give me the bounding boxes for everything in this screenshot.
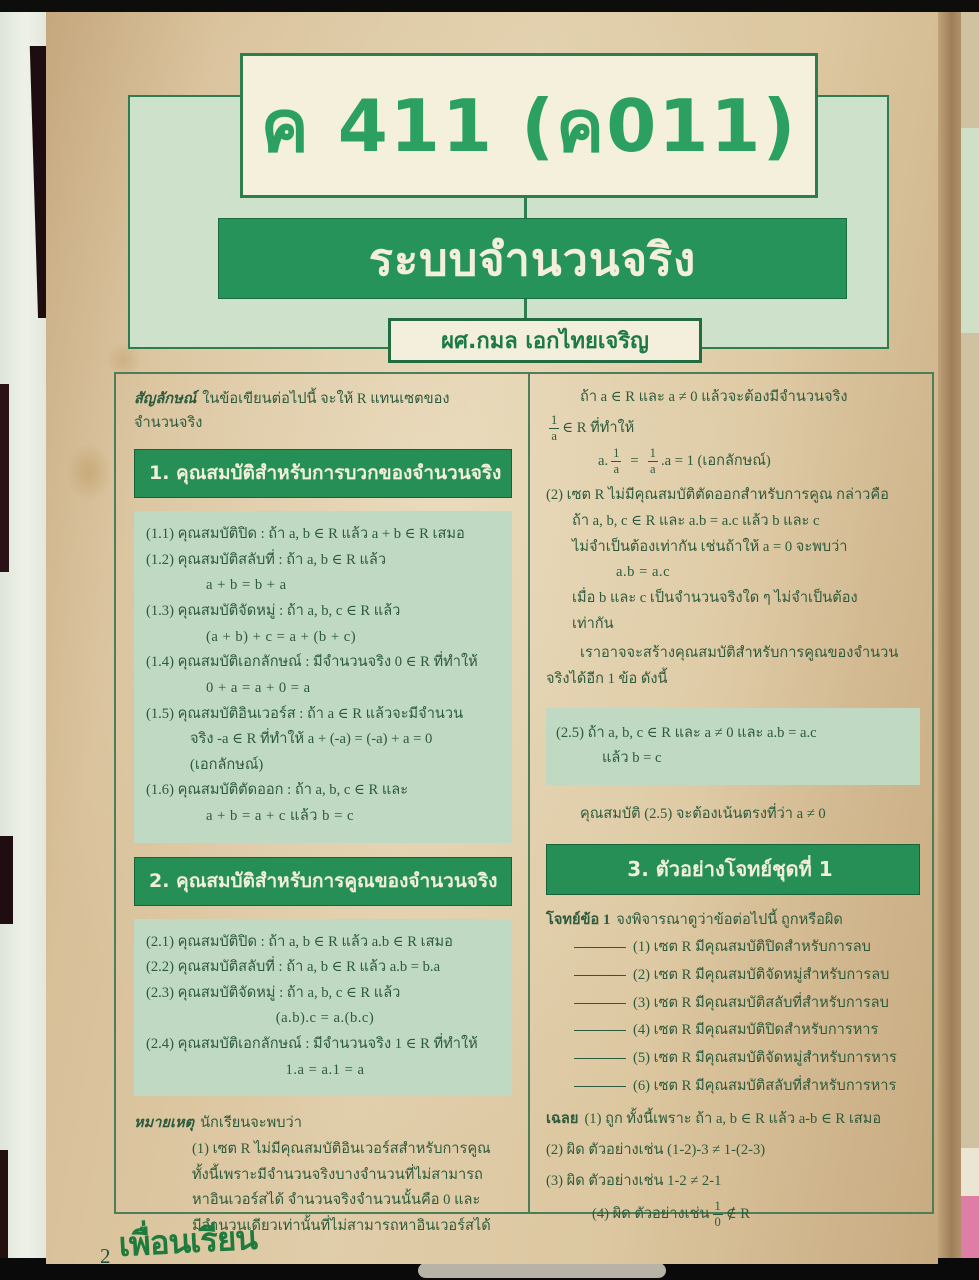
text-line: ไม่จำเป็นต้องเท่ากัน เช่นถ้าให้ a = 0 จะพบว่า — [572, 538, 848, 555]
answer-blank — [574, 1058, 626, 1059]
text-line: มีจำนวนเดียวเท่านั้นที่ไม่สามารถหาอินเวอร์สได้ — [192, 1217, 491, 1234]
exercise-item — [574, 1019, 920, 1043]
text-line: (2.3) คุณสมบัติจัดหมู่ : ถ้า a, b, c ∈ R แล้ว — [146, 984, 401, 1001]
equals-sign: = — [630, 452, 639, 469]
content-box — [114, 372, 934, 1234]
section-1-panel — [134, 511, 512, 843]
text-line: (1.1) คุณสมบัติปิด : ถ้า a, b ∈ R แล้ว a + b ∈ R เสมอ — [146, 526, 465, 543]
property-25-panel — [546, 708, 920, 785]
exercise-item-text: (5) เซต R มีคุณสมบัติจัดหมู่สำหรับการหาร — [633, 1050, 897, 1067]
formula-line: (a.b).c = a.(b.c) — [275, 1010, 375, 1027]
intro-line — [134, 388, 512, 435]
answer-line — [546, 1108, 920, 1132]
author-box — [388, 318, 702, 363]
section-3-heading-bar: 3. ตัวอย่างโจทย์ชุดที่ 1 — [546, 844, 920, 894]
text-line: ทั้งนี้เพราะมีจำนวนจริงบางจำนวนที่ไม่สามารถ — [192, 1166, 483, 1183]
note-intro: นักเรียนจะพบว่า — [200, 1115, 302, 1132]
answers-label: เฉลย — [546, 1111, 579, 1128]
adjacent-page-print — [961, 128, 979, 333]
formula-line: 0 + a = a + 0 = a — [206, 679, 311, 696]
text-line: (2) เซต R ไม่มีคุณสมบัติตัดออกสำหรับการคูณ กล่าวคือ — [546, 487, 889, 504]
identity-formula — [598, 447, 920, 476]
page-number: 2 — [100, 1244, 111, 1268]
text-line: (1.5) คุณสมบัติอินเวอร์ส : ถ้า a ∈ R แล้วจะมีจำนวน — [146, 705, 464, 722]
exercise-item-text: (3) เซต R มีคุณสมบัติสลับที่สำหรับการลบ — [633, 994, 889, 1011]
section-2-heading-bar: 2. คุณสมบัติสำหรับการคูณของจำนวนจริง — [134, 857, 512, 906]
prompt-text: จงพิจารณาดูว่าข้อต่อไปนี้ ถูกหรือผิด — [616, 911, 843, 928]
scan-shadow-blotch — [0, 1150, 8, 1258]
text-line: เท่ากัน — [572, 615, 614, 632]
answer-line: (3) ผิด ตัวอย่างเช่น 1-2 ≠ 2-1 — [546, 1172, 722, 1189]
text-line: เมื่อ b และ c เป็นจำนวนจริงใด ๆ ไม่จำเป็นต้อง — [572, 589, 858, 606]
prompt-label: โจทย์ข้อ 1 — [546, 911, 611, 928]
answers-block — [546, 1108, 920, 1229]
text-line: (2.5) ถ้า a, b, c ∈ R และ a ≠ 0 และ a.b = a.c — [556, 724, 817, 741]
fraction: $\frac{1}{a}$ — [613, 446, 620, 477]
fraction: $\frac{1}{0}$ — [714, 1199, 721, 1230]
answer-text: ∉ R — [725, 1206, 750, 1223]
author-text: ผศ.กมล เอกไทยเจริญ — [441, 329, 649, 354]
fraction: $\frac{1}{a}$ — [649, 446, 656, 477]
answer-text: (4) ผิด ตัวอย่างเช่น — [592, 1206, 710, 1223]
formula-line: a + b = a + c แล้ว b = c — [206, 808, 354, 825]
text-line: (2.4) คุณสมบัติเอกลักษณ์ : มีจำนวนจริง 1 ∈ R ที่ทำให้ — [146, 1036, 478, 1053]
exercise-item-text: (4) เซต R มีคุณสมบัติปิดสำหรับการหาร — [633, 1022, 879, 1039]
exercise-item — [574, 964, 920, 988]
formula-text: .a = 1 (เอกลักษณ์) — [660, 452, 771, 469]
section-2-panel — [134, 919, 512, 1097]
brand-logo: เพื่อนเรียน — [117, 1217, 258, 1265]
text-line: หาอินเวอร์สได้ จำนวนจริงจำนวนนั้นคือ 0 และ — [192, 1192, 481, 1209]
exercise-item-text: (1) เซต R มีคุณสมบัติปิดสำหรับการลบ — [633, 939, 871, 956]
answer-blank — [574, 1003, 626, 1004]
exercise-item-text: (2) เซต R มีคุณสมบัติจัดหมู่สำหรับการลบ — [633, 967, 890, 984]
text-line: (1.3) คุณสมบัติจัดหมู่ : ถ้า a, b, c ∈ R แล้ว — [146, 602, 401, 619]
fraction-line — [546, 414, 920, 443]
intro-label: สัญลักษณ์ — [134, 391, 197, 407]
section-1-heading-bar: 1. คุณสมบัติสำหรับการบวกของจำนวนจริง — [134, 449, 512, 498]
exercise-item — [574, 1075, 920, 1099]
left-column — [116, 374, 528, 1234]
text-line: (1.4) คุณสมบัติเอกลักษณ์ : มีจำนวนจริง 0 ∈ R ที่ทำให้ — [146, 654, 478, 671]
note-label: หมายเหตุ — [134, 1115, 195, 1132]
text-line: (2.2) คุณสมบัติสลับที่ : ถ้า a, b ∈ R แล้ว a.b = b.a — [146, 959, 441, 976]
intro-text: ในข้อเขียนต่อไปนี้ จะให้ R แทนเซตของจำนวนจริง — [134, 391, 450, 431]
exercise-item — [574, 992, 920, 1016]
text-line: ∈ R ที่ทำให้ — [562, 419, 635, 436]
exercise-item — [574, 936, 920, 960]
text-line: เราอาจจะสร้างคุณสมบัติสำหรับการคูณของจำนวน — [580, 645, 899, 662]
paper-stain — [66, 442, 112, 502]
chapter-title-box — [218, 218, 847, 299]
text-line: (1.6) คุณสมบัติตัดออก : ถ้า a, b, c ∈ R และ — [146, 782, 409, 799]
exercise-item — [574, 1047, 920, 1071]
text-line: (2.1) คุณสมบัติปิด : ถ้า a, b ∈ R แล้ว a.b ∈ R เสมอ — [146, 933, 453, 950]
answer-blank — [574, 1030, 626, 1031]
text-line: (1) เซต R ไม่มีคุณสมบัติอินเวอร์สสำหรับการคูณ — [192, 1140, 491, 1157]
scan-bottom-blob — [418, 1263, 666, 1278]
answer-line: (2) ผิด ตัวอย่างเช่น (1-2)-3 ≠ 1-(2-3) — [546, 1141, 766, 1158]
page-gutter — [935, 12, 962, 1280]
note-heading — [134, 1112, 512, 1136]
course-code-box — [240, 53, 818, 198]
exercise-item-text: (6) เซต R มีคุณสมบัติสลับที่สำหรับการหาร — [633, 1077, 897, 1094]
text-line: คุณสมบัติ (2.5) จะต้องเน้นตรงที่ว่า a ≠ 0 — [580, 805, 826, 822]
scan-shadow-blotch — [0, 836, 13, 924]
scan-shadow-blotch — [0, 384, 9, 572]
answer-blank — [574, 1086, 626, 1087]
course-code-text: ค 411 (ค011) — [260, 84, 798, 168]
text-line: ถ้า a ∈ R และ a ≠ 0 แล้วจะต้องมีจำนวนจริง — [580, 389, 848, 405]
formula-line: a.b = a.c — [616, 564, 671, 581]
text-line: ถ้า a, b, c ∈ R และ a.b = a.c แล้ว b และ c — [572, 513, 820, 530]
formula-text: a. — [598, 452, 609, 469]
formula-line: a + b = b + a — [206, 577, 287, 594]
chapter-title-text: ระบบจำนวนจริง — [368, 232, 697, 286]
right-column — [530, 374, 934, 1230]
answer-blank — [574, 975, 626, 976]
formula-line: 1.a = a.1 = a — [285, 1061, 365, 1078]
text-line: จริง -a ∈ R ที่ทำให้ a + (-a) = (-a) + a = 0 — [190, 731, 433, 748]
fraction: $\frac{1}{a}$ — [551, 412, 558, 443]
text-line: (1.2) คุณสมบัติสลับที่ : ถ้า a, b ∈ R แล้ว — [146, 551, 387, 568]
exercise-prompt — [546, 909, 920, 933]
adjacent-page-print — [961, 1148, 979, 1196]
page-footer — [100, 1218, 258, 1271]
scanned-page — [46, 12, 938, 1268]
text-line: จริงได้อีก 1 ข้อ ดังนี้ — [546, 670, 668, 687]
text-line: (เอกลักษณ์) — [190, 756, 264, 773]
formula-line: (a + b) + c = a + (b + c) — [206, 628, 357, 645]
answer-blank — [574, 947, 626, 948]
answer-text: (1) ถูก ทั้งนี้เพราะ ถ้า a, b ∈ R แล้ว a-b ∈ R เสมอ — [584, 1111, 882, 1128]
answer-line — [592, 1200, 920, 1229]
text-line: แล้ว b = c — [602, 750, 662, 767]
